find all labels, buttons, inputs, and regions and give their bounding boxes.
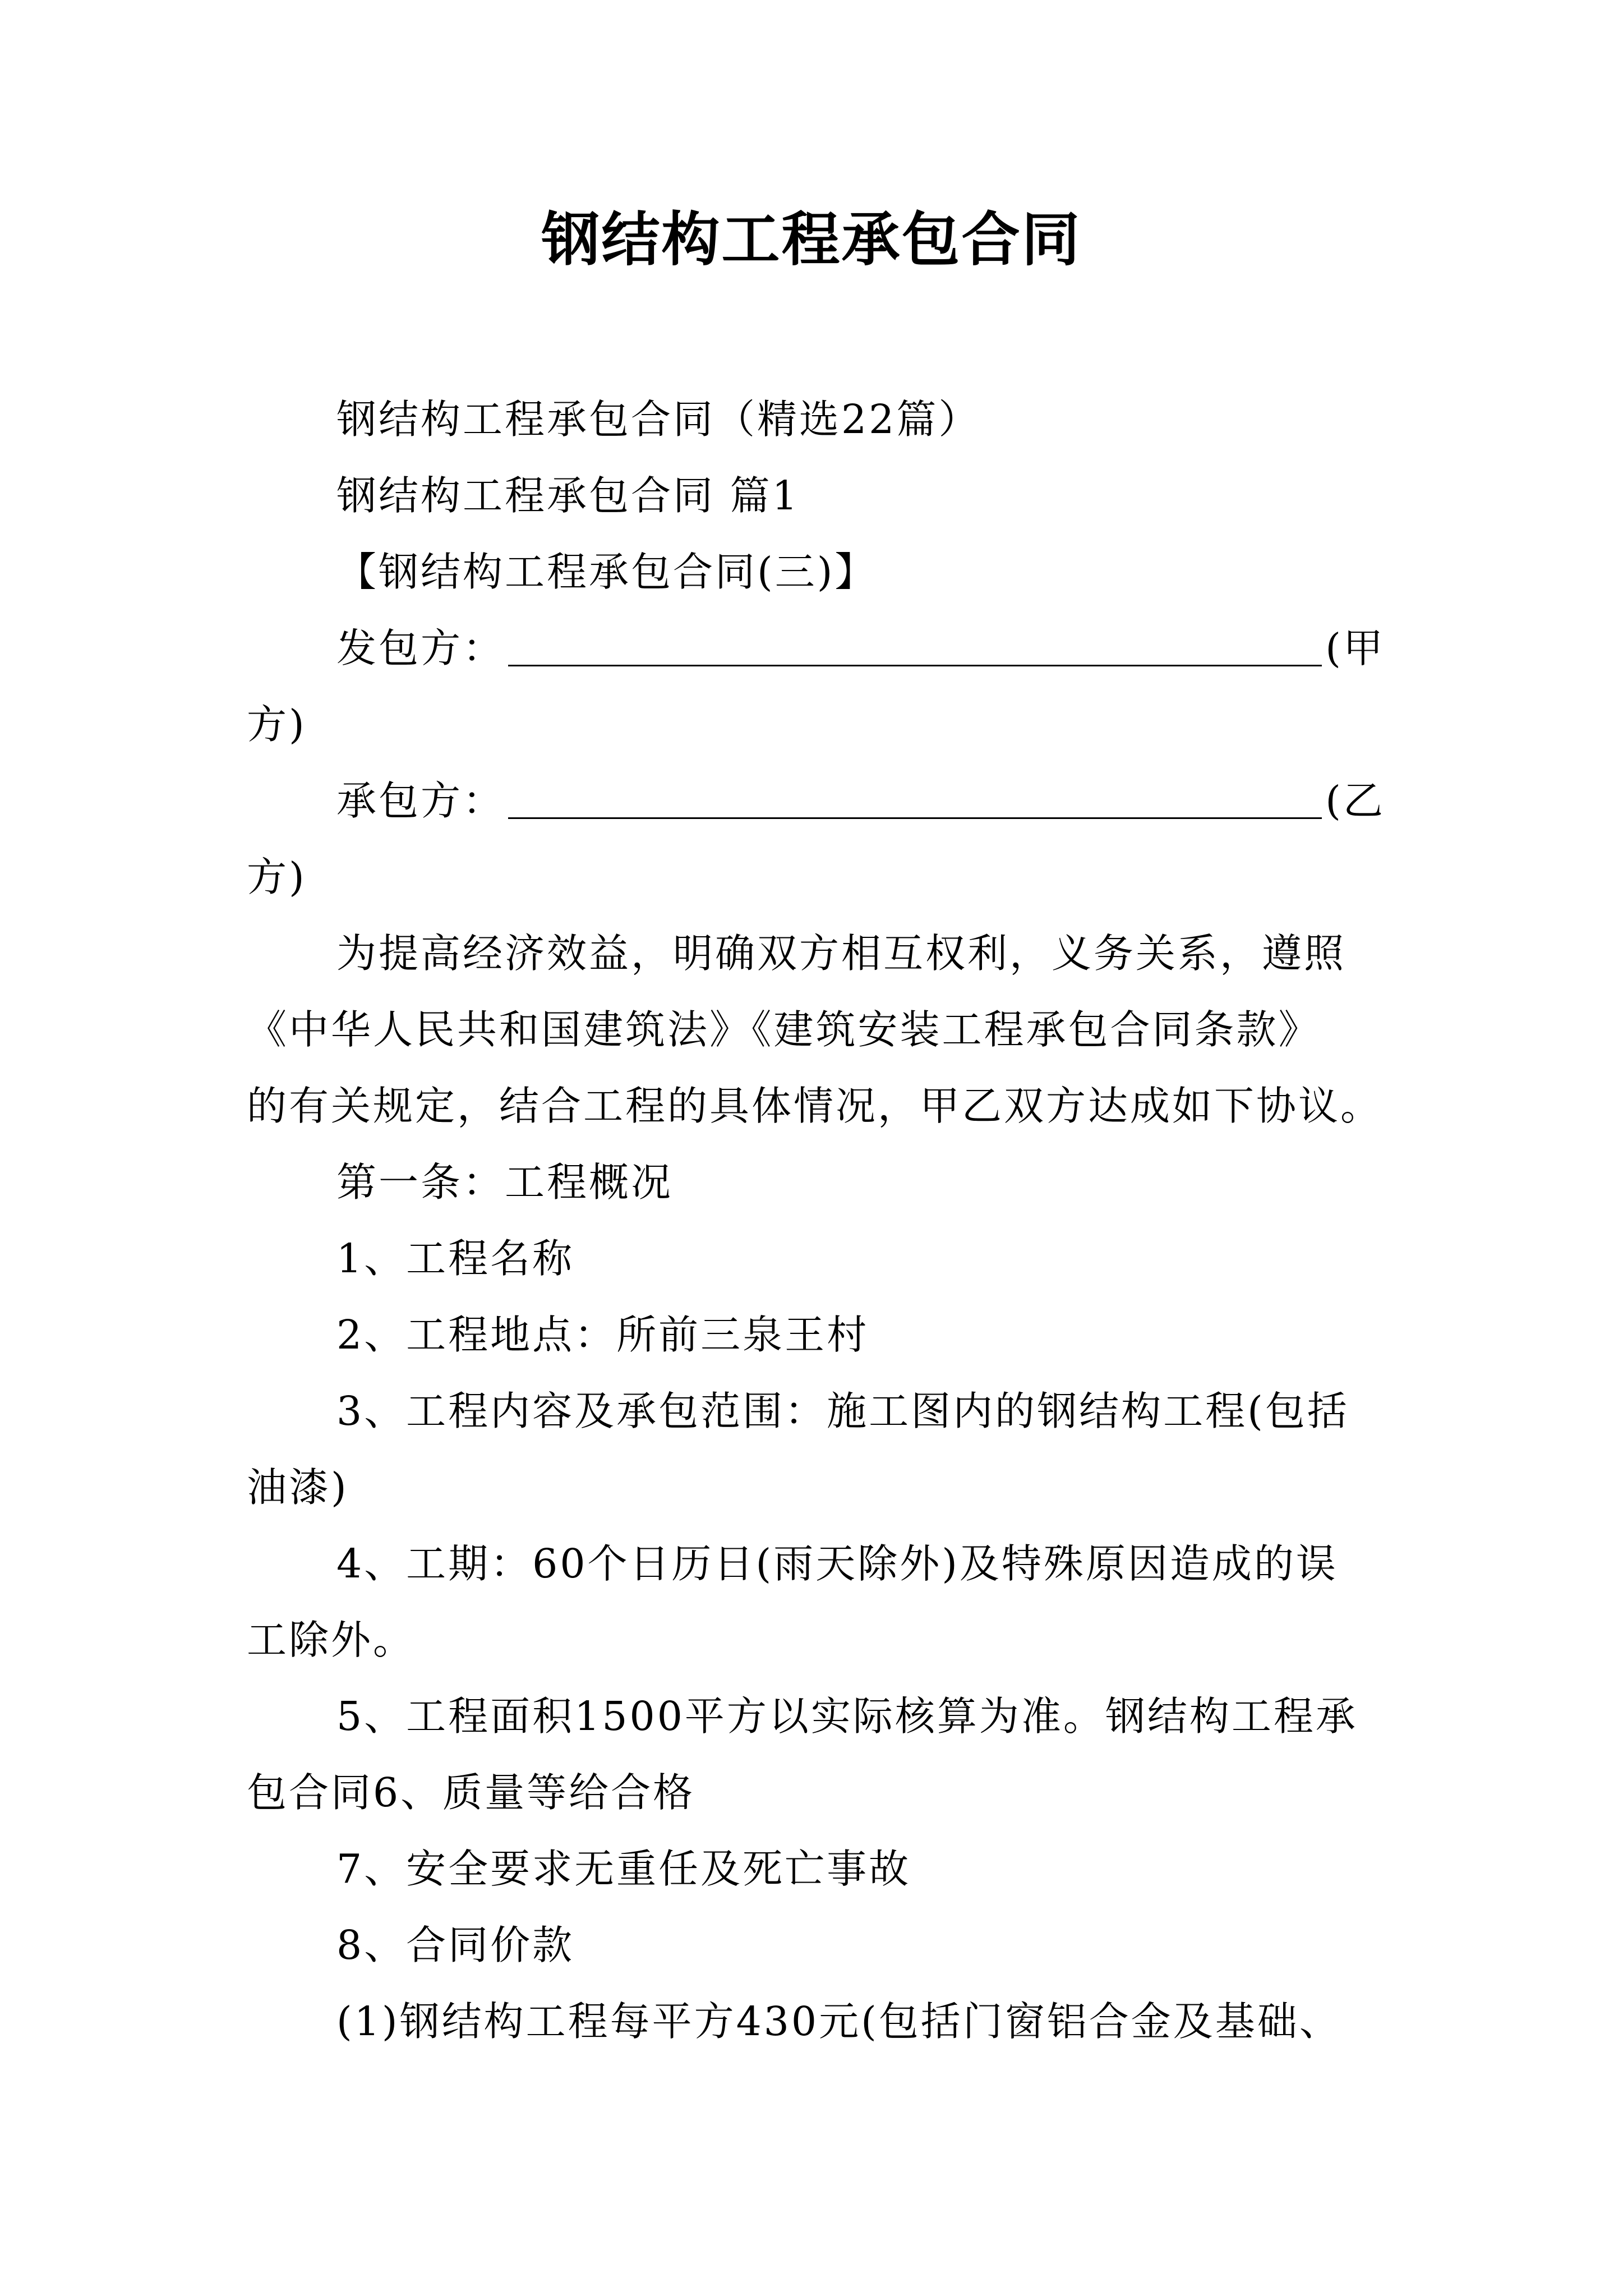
item-1: 1、工程名称	[336, 1235, 575, 1282]
article-1-heading: 第一条：工程概况	[336, 1159, 674, 1205]
item-3: 3、工程内容及承包范围：施工图内的钢结构工程(包括	[336, 1388, 1349, 1434]
piece-title-line: 钢结构工程承包合同 篇1	[336, 472, 800, 519]
item-3-continuation: 油漆)	[247, 1464, 349, 1511]
party-b-blank-field	[508, 817, 1322, 819]
party-b-suffix: (乙	[1325, 777, 1385, 824]
item-4: 4、工期：60个日历日(雨天除外)及特殊原因造成的误	[336, 1540, 1338, 1587]
party-a-line	[247, 610, 1385, 687]
party-b-continuation: 方)	[247, 854, 307, 900]
item-8-1: (1)钢结构工程每平方430元(包括门窗铝合金及基础、	[336, 1998, 1341, 2045]
party-a-continuation: 方)	[247, 701, 307, 748]
intro-line-3: 的有关规定，结合工程的具体情况，甲乙双方达成如下协议。	[247, 1083, 1383, 1129]
party-a-suffix: (甲	[1325, 625, 1385, 671]
party-a-blank-field	[508, 665, 1322, 666]
intro-line-1: 为提高经济效益，明确双方相互权利，义务关系，遵照	[336, 930, 1347, 977]
section-heading: 【钢结构工程承包合同(三)】	[336, 549, 877, 595]
intro-line-2: 《中华人民共和国建筑法》《建筑安装工程承包合同条款》	[247, 1006, 1321, 1053]
document-body	[247, 381, 1385, 2060]
item-5: 5、工程面积1500平方以实际核算为准。钢结构工程承	[336, 1693, 1358, 1740]
party-a-label: 发包方：	[336, 625, 505, 671]
party-b-line	[247, 763, 1385, 839]
item-2: 2、工程地点：所前三泉王村	[336, 1312, 869, 1358]
item-8: 8、合同价款	[336, 1922, 575, 1968]
item-4-continuation: 工除外。	[247, 1617, 416, 1663]
item-5-continuation: 包合同6、质量等给合格	[247, 1769, 695, 1816]
document-title: 钢结构工程承包合同	[541, 205, 1082, 274]
item-7: 7、安全要求无重任及死亡事故	[336, 1846, 911, 1892]
party-b-label: 承包方：	[336, 777, 505, 824]
subtitle-line: 钢结构工程承包合同（精选22篇）	[336, 396, 981, 443]
